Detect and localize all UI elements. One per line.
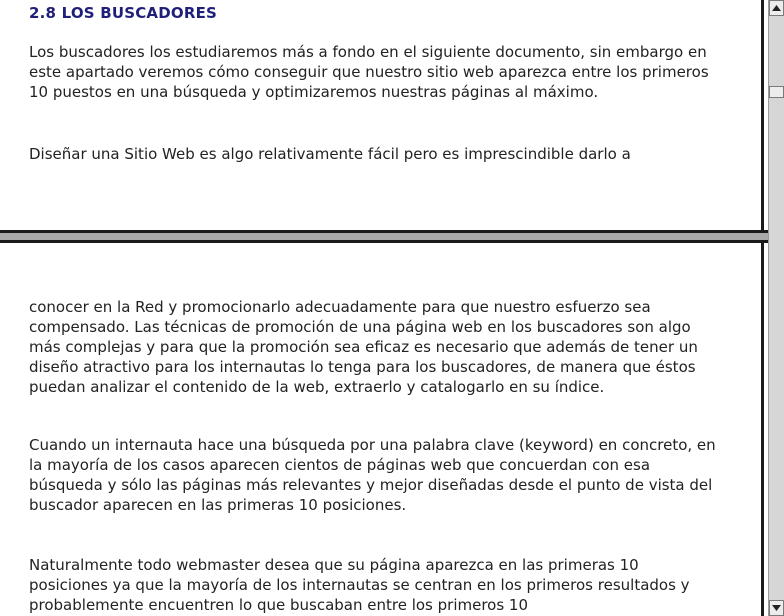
section-heading: 2.8 LOS BUSCADORES	[29, 4, 218, 22]
paragraph-intro: Los buscadores los estudiaremos más a fondo en el siguiente documento, sin embargo en este apartado veremos cómo conseguir que nuestro sitio web aparezca entre los primeros 10 puestos en una búsqueda y optimizaremos nuestras páginas al máximo.	[29, 43, 709, 101]
document-page-1	[0, 0, 764, 230]
vertical-scrollbar[interactable]	[768, 0, 784, 616]
page-separator	[0, 230, 768, 243]
paragraph-design: Diseñar una Sitio Web es algo relativamente fácil pero es imprescindible darlo a	[29, 145, 631, 163]
paragraph-search: Cuando un internauta hace una búsqueda por una palabra clave (keyword) en concreto, en la mayoría de los casos aparecen cientos de páginas web que concuerdan con esa búsqueda y sólo las páginas más relevantes y mejor diseñadas desde el punto de vista del buscador aparecen en las primeras 10 posiciones.	[29, 436, 716, 514]
scroll-down-button[interactable]	[769, 600, 784, 616]
arrow-up-icon	[772, 5, 781, 11]
scroll-up-button[interactable]	[769, 0, 784, 16]
paragraph-webmaster: Naturalmente todo webmaster desea que su página aparezca en las primeras 10 posiciones ya que la mayoría de los internautas se centran en los primeros resultados y probablemente encuentren lo que buscaban entre los primeros 10	[29, 556, 690, 614]
document-page-2	[0, 243, 764, 616]
scroll-thumb[interactable]	[769, 86, 784, 98]
arrow-down-icon	[772, 605, 781, 611]
paragraph-promotion: conocer en la Red y promocionarlo adecuadamente para que nuestro esfuerzo sea compensado. Las técnicas de promoción de una página web en los buscadores son algo más complejas y para que la promoción sea eficaz es necesario que además de tener un diseño atractivo para los internautas lo tenga para los buscadores, de manera que éstos puedan analizar el contenido de la web, extraerlo y catalogarlo en su índice.	[29, 298, 698, 396]
